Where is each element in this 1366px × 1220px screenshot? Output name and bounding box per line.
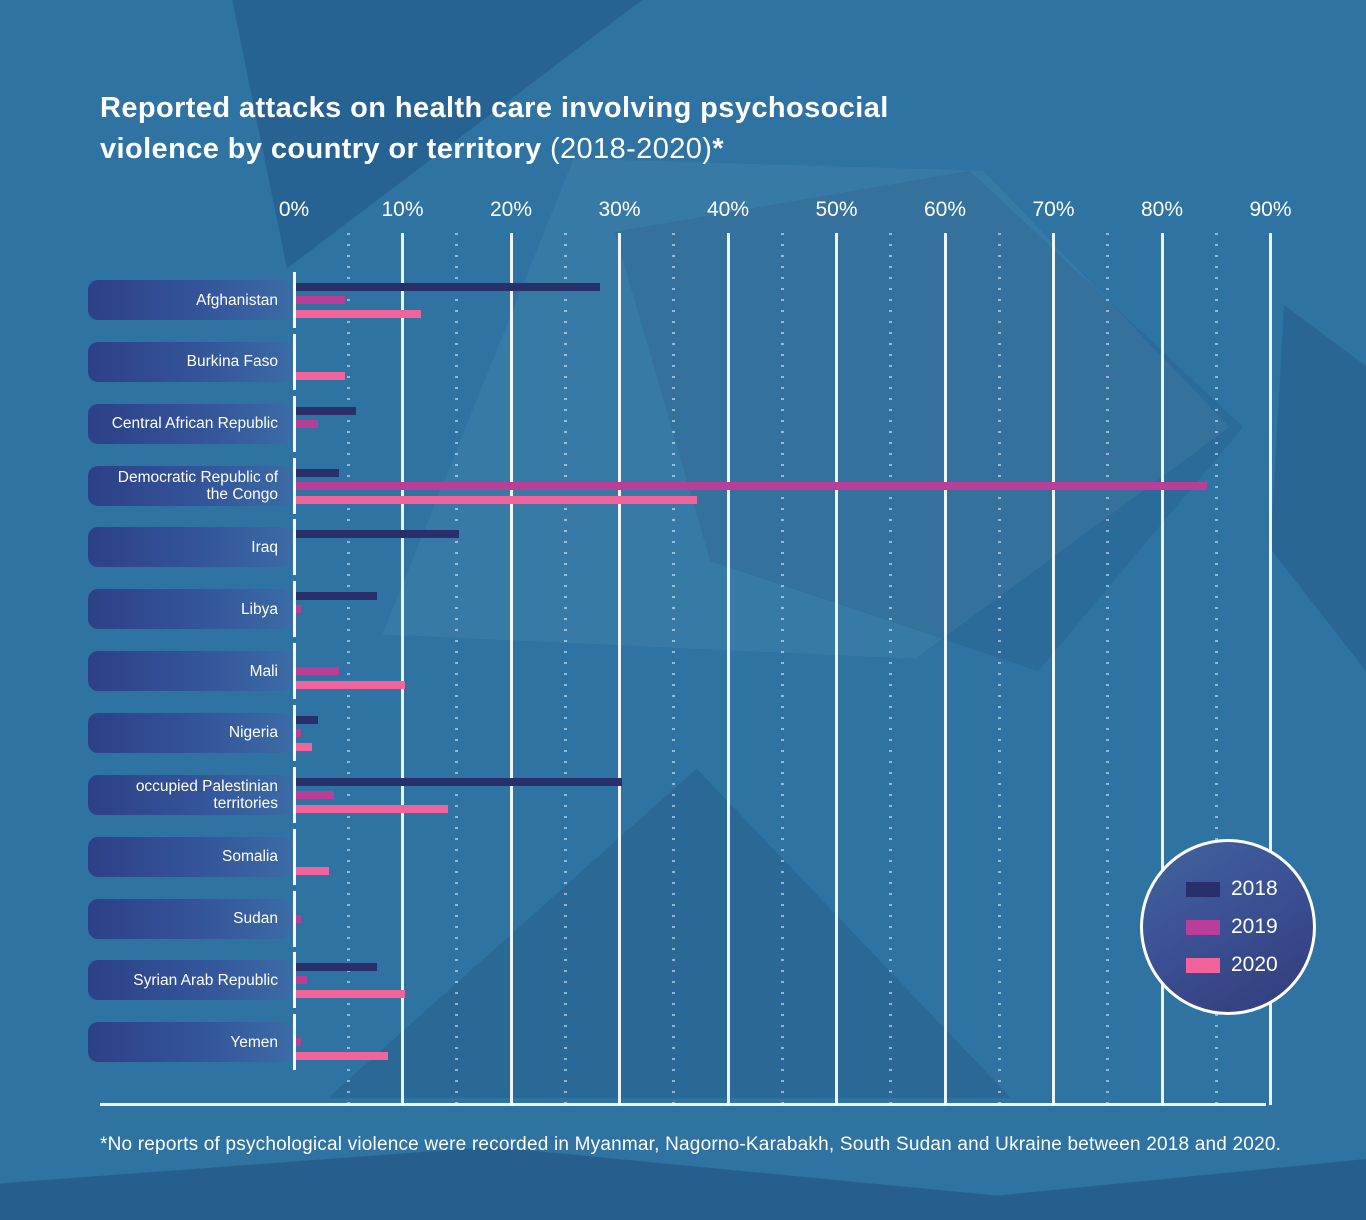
category-pill [88,589,292,629]
bar-2019 [296,1038,301,1046]
bar-2020 [296,372,345,380]
category-label: Democratic Republic of the Congo [117,468,278,503]
category-pill [88,527,292,567]
x-tick-label: 30% [598,198,641,221]
category-pill [88,713,292,753]
legend-label: 2019 [1231,915,1278,938]
legend-swatch [1186,920,1220,935]
bar-2020 [296,805,448,813]
x-tick-label: 20% [489,198,533,221]
bar-2019 [296,605,301,613]
category-label: Mali [249,662,278,680]
x-tick-label: 10% [381,198,424,221]
gridline-minor [1106,233,1109,1105]
category-label: Nigeria [228,724,278,742]
bar-2020 [296,681,405,689]
category-label: Yemen [230,1033,278,1051]
zero-axis-segment [293,829,296,885]
legend-label: 2018 [1231,877,1278,900]
gridline-major [944,233,947,1105]
category-label: Somalia [222,848,278,866]
legend-swatch [1186,958,1220,973]
category-pill [88,960,292,1000]
title-line1: Reported attacks on health care involving psychosocial [100,92,889,124]
category-label: Syrian Arab Republic [133,971,278,989]
legend-swatch [1186,882,1220,897]
x-tick-label: 60% [923,198,967,221]
category-pill [88,404,292,444]
legend-label: 2020 [1231,953,1278,976]
bar-2018 [296,469,339,477]
gridline-major [401,233,404,1105]
category-pill [88,342,292,382]
legend-item [1186,877,1313,901]
category-pill [88,1022,292,1062]
bar-2019 [296,729,301,737]
zero-axis-segment [293,519,296,575]
bar-2019 [296,667,339,675]
footnote: *No reports of psychological violence were recorded in Myanmar, Nagorno-Karabakh, South Sudan and Ukraine between 2018 and 2020. [100,1134,1282,1155]
category-pill [88,775,292,815]
bar-2020 [296,743,312,751]
category-pill [88,280,292,320]
gridline-minor [998,233,1001,1105]
gridline-major [618,233,621,1105]
bar-2019 [296,976,307,984]
x-tick-label: 80% [1140,198,1184,221]
bar-2020 [296,310,421,318]
category-pill [88,837,292,877]
bar-2019 [296,420,318,428]
category-label: Central African Republic [111,415,278,433]
gridline-minor [564,233,567,1105]
title-line2-bold: violence by country or territory [100,133,550,165]
bar-2019 [296,482,1207,490]
bar-2018 [296,592,377,600]
x-tick-label: 0% [278,198,310,221]
category-pill [88,899,292,939]
bar-2018 [296,283,600,291]
title-period: (2018-2020) [549,133,713,165]
category-label: Sudan [233,910,278,927]
bar-2018 [296,530,459,538]
bar-2020 [296,496,697,504]
gridline-major [727,233,730,1105]
chart-title [100,88,1200,170]
category-pill [88,651,292,691]
legend-circle [1140,839,1316,1015]
category-label: Libya [240,600,278,618]
gridline-minor [781,233,784,1105]
bar-2018 [296,963,377,971]
gridline-major [510,233,513,1105]
gridline-minor [455,233,458,1105]
bar-2018 [296,778,622,786]
category-pill [88,466,292,506]
category-label: Iraq [251,538,278,556]
title-asterisk: * [712,133,725,165]
x-tick-label: 90% [1249,198,1292,221]
bar-2019 [296,296,345,304]
x-tick-label: 50% [815,198,858,221]
gridline-major [835,233,838,1105]
x-axis-baseline [100,1103,1266,1106]
category-label: Afghanistan [196,291,278,309]
category-label: occupied Palestinian territories [135,777,278,812]
x-tick-label: 70% [1032,198,1075,221]
bar-2019 [296,791,334,799]
bar-2020 [296,1052,388,1060]
bar-2018 [296,407,356,415]
gridline-minor [347,233,350,1105]
zero-axis-segment [293,334,296,390]
legend-item [1186,915,1313,939]
gridline-major [1052,233,1055,1105]
bar-2020 [296,990,405,998]
gridline-minor [889,233,892,1105]
gridline-minor [672,233,675,1105]
legend-item [1186,953,1313,977]
bar-2018 [296,716,318,724]
x-tick-label: 40% [706,198,750,221]
bar-2019 [296,915,301,923]
bar-2020 [296,867,329,875]
category-label: Burkina Faso [186,353,278,371]
